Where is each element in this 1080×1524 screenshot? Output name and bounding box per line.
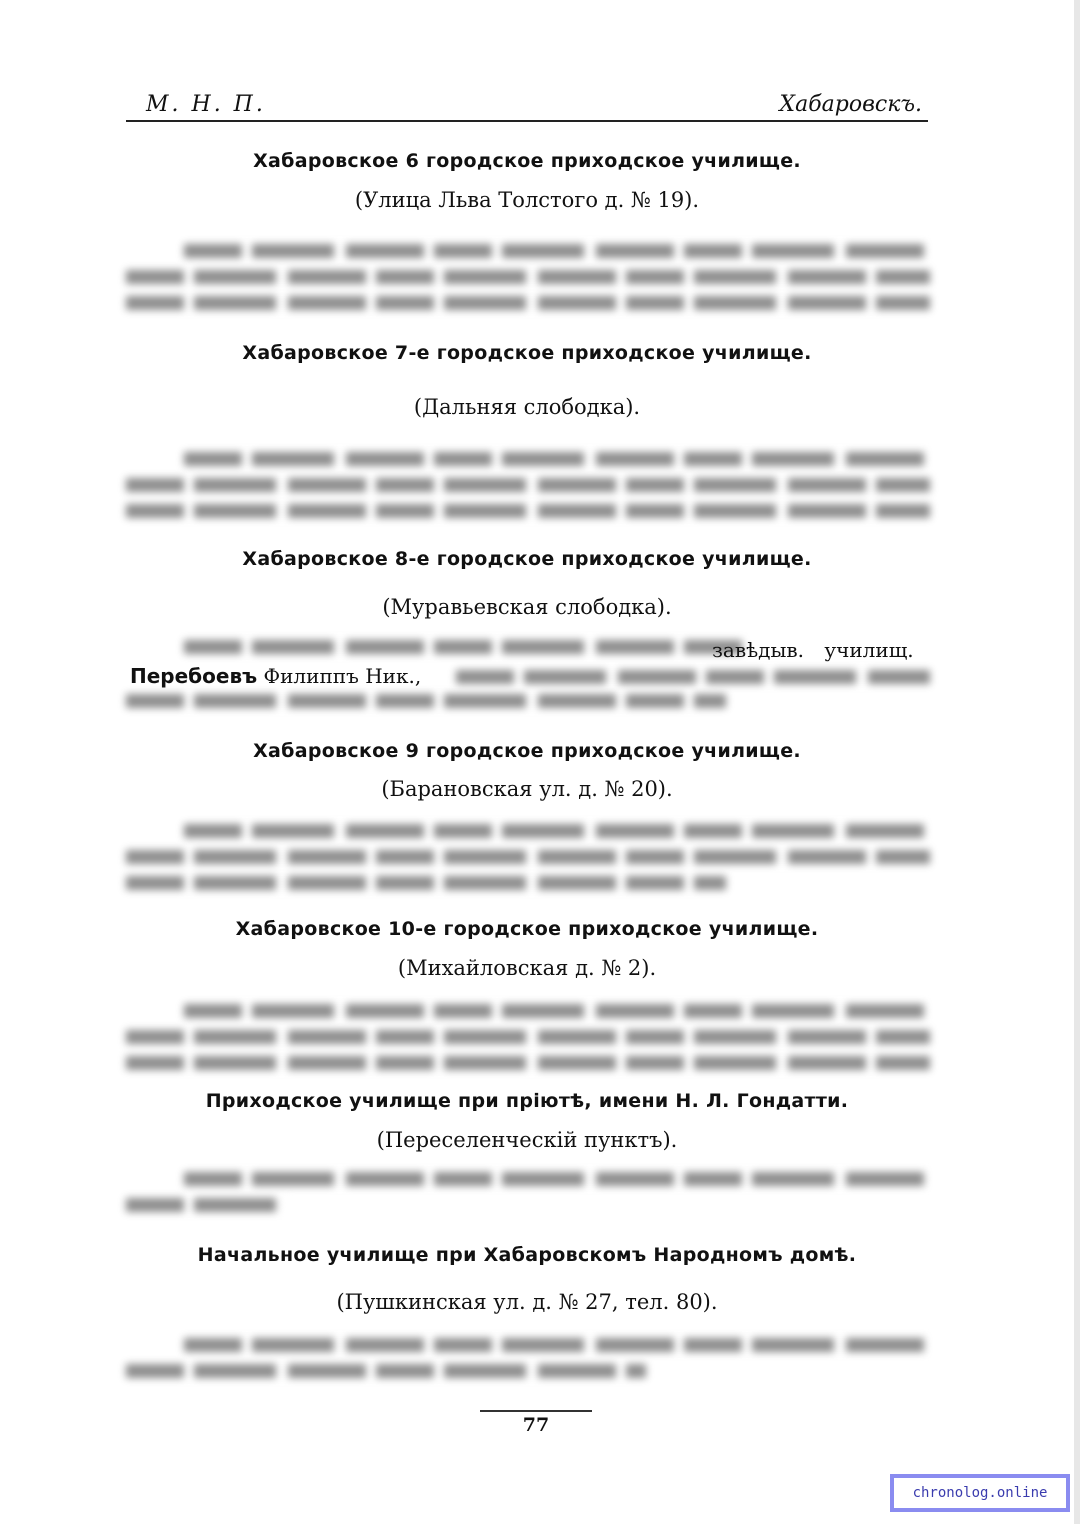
- section-heading: Хабаровское 8-е городское приходское училище.: [242, 548, 812, 570]
- section-heading: Хабаровское 10-е городское приходское училище.: [235, 918, 819, 940]
- person-name: Филиппъ Ник.,: [263, 664, 422, 688]
- visible-text-fragment: завѣдыв. училищ.: [712, 638, 914, 662]
- blurred-text-block: [126, 452, 930, 530]
- blurred-text-block: [126, 824, 930, 902]
- section-address: (Муравьевская слободка).: [382, 595, 672, 619]
- running-head: [126, 90, 928, 122]
- blurred-text-block: [126, 1338, 930, 1390]
- blurred-text-block: [126, 1172, 930, 1224]
- section-heading: Приходское училище при пріютѣ, имени Н. Л. Гондатти.: [205, 1090, 849, 1112]
- running-head-right: Хабаровскъ.: [779, 92, 922, 117]
- blurred-text-block: [126, 694, 930, 720]
- page-edge: [1074, 0, 1080, 1524]
- watermark-badge[interactable]: [890, 1474, 1070, 1512]
- section-address: (Пушкинская ул. д. № 27, тел. 80).: [336, 1290, 718, 1314]
- watermark-text: chronolog.online: [894, 1478, 1066, 1508]
- blurred-text-block: [184, 640, 744, 666]
- section-address: (Михайловская д. № 2).: [397, 956, 657, 980]
- section-address: (Барановская ул. д. № 20).: [381, 777, 673, 801]
- page-number-rule: [480, 1410, 592, 1412]
- section-heading: Хабаровское 6 городское приходское училище.: [253, 150, 801, 172]
- section-address: (Улица Льва Толстого д. № 19).: [354, 188, 700, 212]
- person-surname: Перебоевъ: [130, 664, 258, 688]
- running-head-left: М. Н. П.: [146, 92, 266, 117]
- visible-text-fragment: [130, 664, 421, 688]
- page-number: 77: [522, 1414, 550, 1436]
- blurred-text-block: [126, 1004, 930, 1082]
- section-heading: Хабаровское 7-е городское приходское училище.: [242, 342, 812, 364]
- section-heading: Хабаровское 9 городское приходское училище.: [253, 740, 801, 762]
- blurred-text-block: [456, 670, 930, 696]
- section-address: (Переселенческій пунктъ).: [376, 1128, 678, 1152]
- section-address: (Дальняя слободка).: [413, 395, 641, 419]
- section-heading: Начальное училище при Хабаровскомъ Народномъ домѣ.: [197, 1244, 857, 1266]
- blurred-text-block: [126, 244, 930, 322]
